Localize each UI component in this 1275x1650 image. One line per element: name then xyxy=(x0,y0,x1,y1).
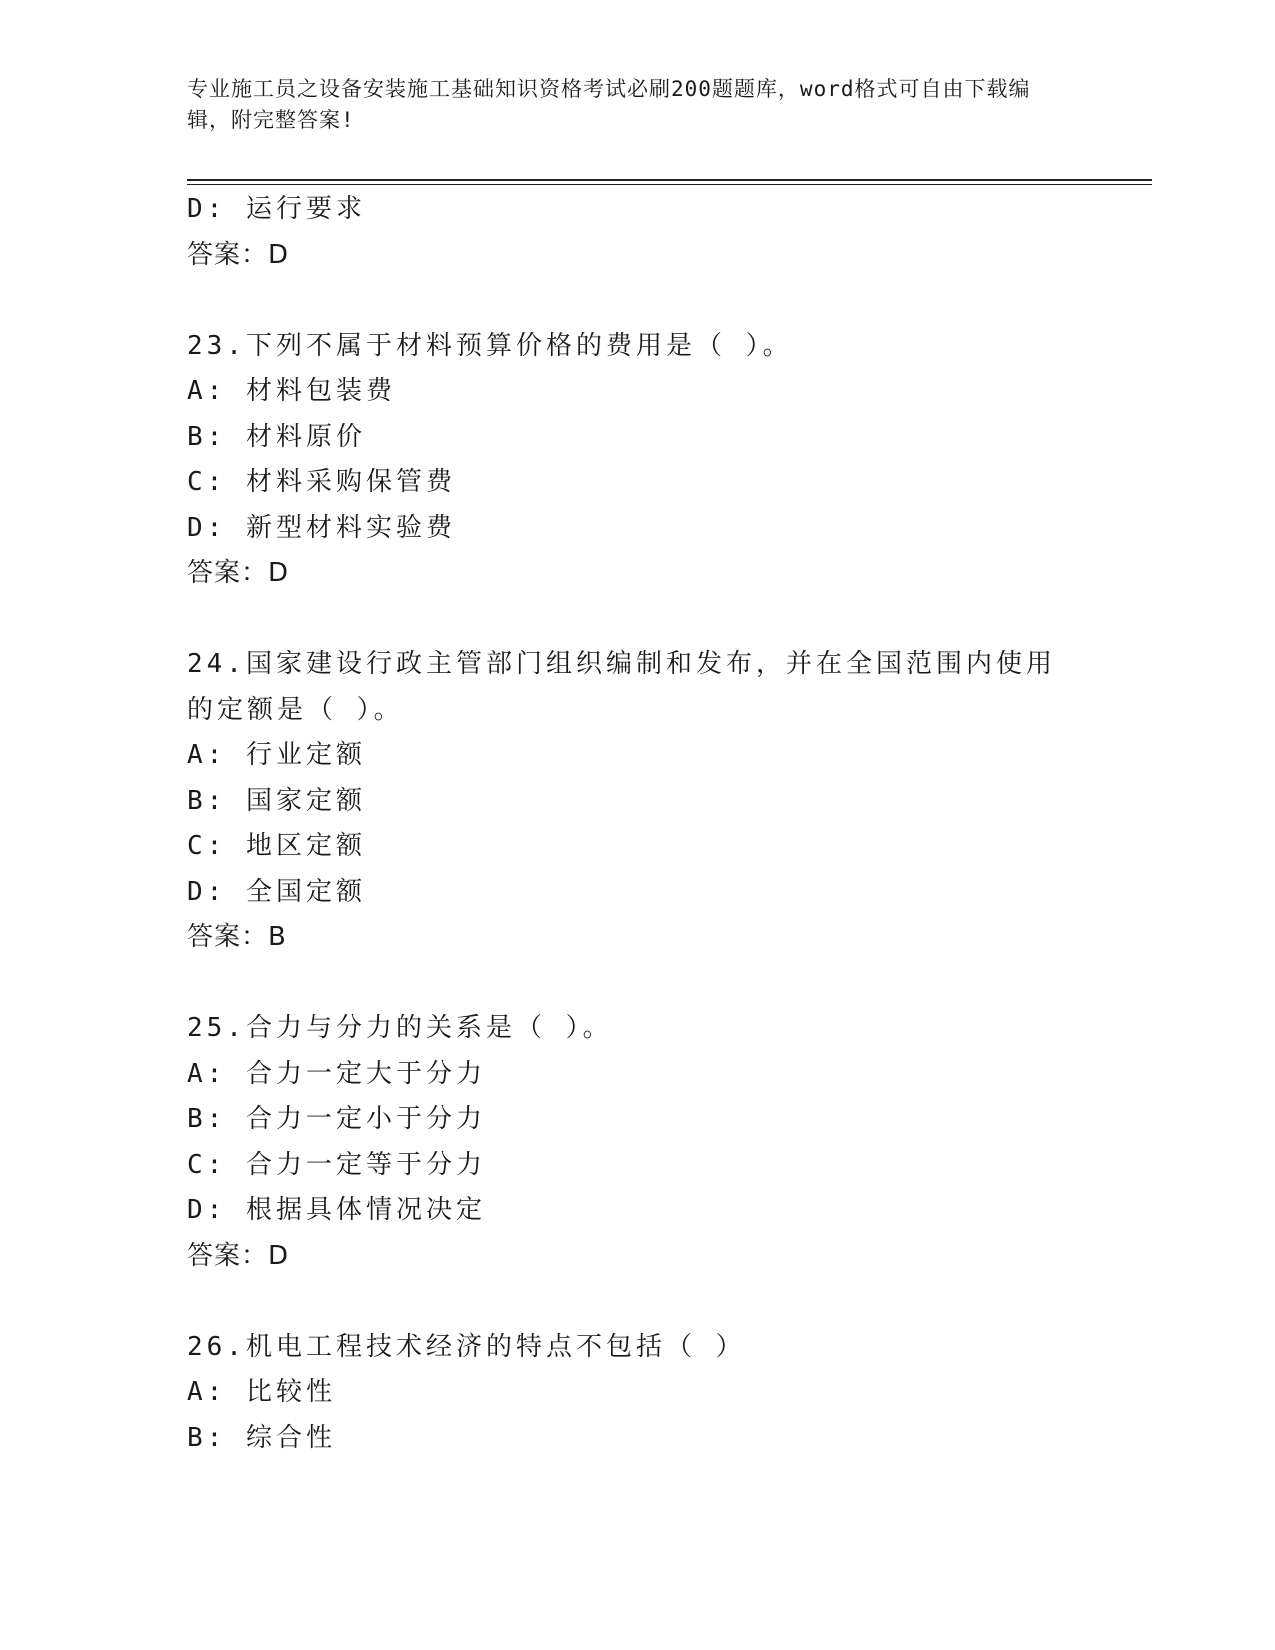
option-d: D: 新型材料实验费 xyxy=(187,512,456,543)
question-stem: 24.国家建设行政主管部门组织编制和发布，并在全国范围内使用的定额是（ ）。 xyxy=(187,649,1056,725)
option-d: D: 根据具体情况决定 xyxy=(187,1195,486,1225)
option-b: B: 国家定额 xyxy=(187,785,366,816)
answer-text: 答案：D xyxy=(187,239,290,270)
header-rule-thin xyxy=(187,184,1152,185)
spacer xyxy=(187,1279,1087,1325)
question-25 xyxy=(187,1006,1087,1279)
spacer xyxy=(187,597,1087,643)
option-c: C: 材料采购保管费 xyxy=(187,467,456,497)
option-b: B: 材料原价 xyxy=(187,421,366,452)
document-title: 专业施工员之设备安装施工基础知识资格考试必刷200题题库，word格式可自由下载编辑，附完整答案! xyxy=(187,77,1031,132)
option-d: D: 全国定额 xyxy=(187,876,366,907)
option-a: A: 材料包装费 xyxy=(187,376,396,406)
question-24 xyxy=(187,642,1087,961)
answer-text: 答案：D xyxy=(187,1240,290,1271)
option-a: A: 合力一定大于分力 xyxy=(187,1058,486,1089)
spacer xyxy=(187,278,1087,324)
spacer xyxy=(187,961,1087,1007)
option-a: A: 行业定额 xyxy=(187,740,366,770)
question-list xyxy=(187,187,1087,1461)
question-stem: 26.机电工程技术经济的特点不包括（ ） xyxy=(187,1331,746,1362)
document-header xyxy=(187,74,1067,136)
option-b: B: 综合性 xyxy=(187,1422,336,1453)
answer-text: 答案：D xyxy=(187,558,290,588)
option-c: C: 合力一定等于分力 xyxy=(187,1149,486,1180)
option-c: C: 地区定额 xyxy=(187,831,366,861)
option-a: A: 比较性 xyxy=(187,1377,336,1407)
question-partial xyxy=(187,187,1087,278)
answer-text: 答案：B xyxy=(187,922,287,952)
option-b: B: 合力一定小于分力 xyxy=(187,1104,486,1134)
header-rule-thick xyxy=(187,179,1152,181)
option-d: D: 运行要求 xyxy=(187,194,366,224)
question-stem: 25.合力与分力的关系是（ ）。 xyxy=(187,1013,613,1043)
question-23 xyxy=(187,324,1087,597)
question-stem: 23.下列不属于材料预算价格的费用是（ ）。 xyxy=(187,330,793,361)
question-26 xyxy=(187,1325,1087,1462)
